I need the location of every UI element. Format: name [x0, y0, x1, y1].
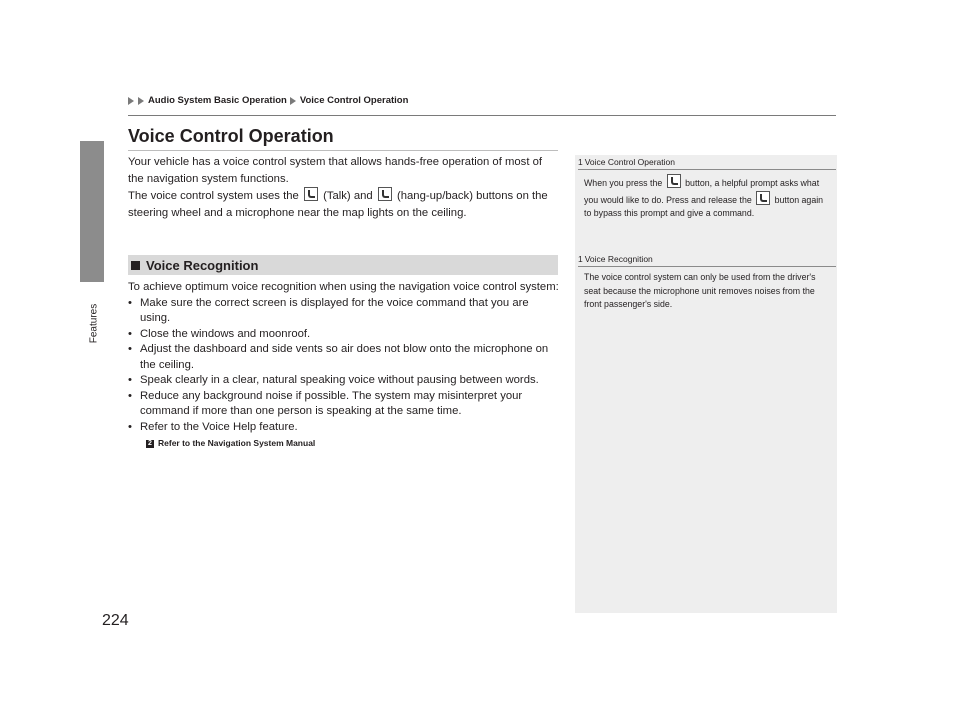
list-item: • Close the windows and moonroof.	[128, 327, 560, 343]
talk-button-icon	[667, 174, 681, 188]
breadcrumb-arrow-icon	[138, 97, 144, 105]
note-divider	[578, 169, 836, 170]
breadcrumb-item[interactable]: Voice Control Operation	[299, 95, 409, 106]
header-divider	[128, 115, 836, 116]
intro-paragraph: (hang-up/back) buttons on the steering wheel and a microphone near the map lights on the ceiling.	[128, 190, 548, 219]
sidebar-note	[578, 254, 828, 312]
note-marker: 1	[578, 254, 583, 264]
chapter-label: Features	[88, 303, 100, 344]
section-lead: To achieve optimum voice recognition when using the navigation voice control system:	[128, 281, 559, 293]
title-divider	[128, 150, 558, 151]
note-text: button, a helpful prompt asks what you would like to do. Press and release the	[584, 178, 820, 205]
note-text: button again to bypass this prompt and give a command.	[584, 194, 824, 218]
sidebar-notes-panel	[575, 155, 837, 613]
note-header	[578, 254, 828, 264]
list-item: • Adjust the dashboard and side vents so air does not blow onto the microphone on the ceiling.	[128, 342, 560, 373]
intro-text	[128, 154, 560, 221]
section-heading	[128, 255, 558, 275]
note-title: Voice Recognition	[584, 254, 653, 264]
chapter-tab	[80, 141, 104, 282]
intro-paragraph: (Talk) and	[323, 190, 373, 202]
intro-paragraph: The voice control system uses the	[128, 190, 299, 202]
breadcrumb-arrow-icon	[128, 97, 134, 105]
note-divider	[578, 266, 836, 267]
list-item: • Make sure the correct screen is displayed for the voice command that you are using.	[128, 296, 560, 327]
bullet-list	[128, 296, 560, 436]
note-header	[578, 157, 828, 167]
hang-up-button-icon	[378, 187, 392, 201]
note-marker: 1	[578, 157, 583, 167]
note-title: Voice Control Operation	[584, 157, 675, 167]
list-item: • Reduce any background noise if possible. The system may misinterpret your command if more than one person is speaking at the same time.	[128, 389, 560, 420]
talk-button-icon	[756, 191, 770, 205]
talk-button-icon	[304, 187, 318, 201]
section-heading-label: Voice Recognition	[146, 257, 259, 273]
cross-reference-label[interactable]: Refer to the Navigation System Manual	[158, 438, 316, 448]
list-item: • Refer to the Voice Help feature.	[128, 420, 560, 436]
breadcrumb	[128, 95, 408, 106]
cross-reference[interactable]	[146, 436, 560, 452]
note-text: When you press the	[584, 178, 663, 188]
note-body: The voice control system can only be used from the driver's seat because the microphone unit removes noises from the front passenger's side.	[584, 272, 816, 309]
note-body	[584, 174, 830, 221]
section-body	[128, 280, 560, 452]
list-item: • Speak clearly in a clear, natural speaking voice without pausing between words.	[128, 373, 560, 389]
breadcrumb-arrow-icon	[290, 97, 296, 105]
breadcrumb-item[interactable]: Audio System Basic Operation	[148, 95, 287, 106]
page-number: 224	[102, 612, 129, 629]
page-title: Voice Control Operation	[128, 126, 334, 146]
sidebar-note	[578, 157, 828, 221]
reference-arrow-icon: 2	[146, 440, 154, 448]
intro-paragraph: Your vehicle has a voice control system that allows hands-free operation of most of the navigation system functions.	[128, 156, 543, 185]
square-bullet-icon	[131, 261, 140, 270]
